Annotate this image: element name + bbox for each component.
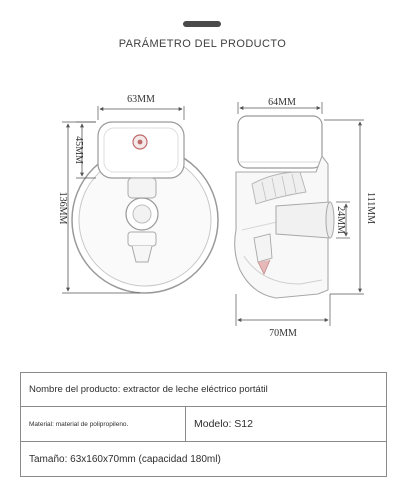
page-title: PARÁMETRO DEL PRODUCTO — [118, 38, 287, 50]
material-cell: Material: material de polipropileno. — [21, 407, 186, 442]
side-view-device — [235, 116, 334, 298]
dim-front-width — [98, 94, 184, 120]
side-top-width-label: 64MM — [268, 97, 296, 108]
dim-side-bottom-width — [236, 294, 330, 339]
front-view-device — [72, 122, 218, 293]
product-dimension-diagram — [0, 80, 405, 350]
top-handle-bar — [183, 21, 221, 27]
model-cell: Modelo: S12 — [186, 407, 387, 442]
side-bottom-width-label: 70MM — [269, 328, 297, 339]
spec-row-size — [21, 442, 387, 477]
front-motor-height-label: 45MM — [73, 136, 84, 164]
side-nozzle-height-label: 24MM — [335, 206, 346, 234]
size-cell: Tamaño: 63x160x70mm (capacidad 180ml) — [21, 442, 387, 477]
dim-side-nozzle-height — [335, 202, 350, 238]
spec-row-material-model — [21, 407, 387, 442]
front-total-height-label: 136MM — [57, 191, 68, 225]
product-name-cell: Nombre del producto: extractor de leche eléctrico portátil — [21, 373, 387, 407]
front-width-label: 63MM — [127, 94, 155, 105]
dim-side-top-width — [238, 97, 322, 114]
power-button-icon — [133, 135, 147, 149]
spec-table — [20, 372, 387, 477]
spec-row-product-name — [21, 373, 387, 407]
side-total-height-label: 111MM — [365, 191, 376, 225]
